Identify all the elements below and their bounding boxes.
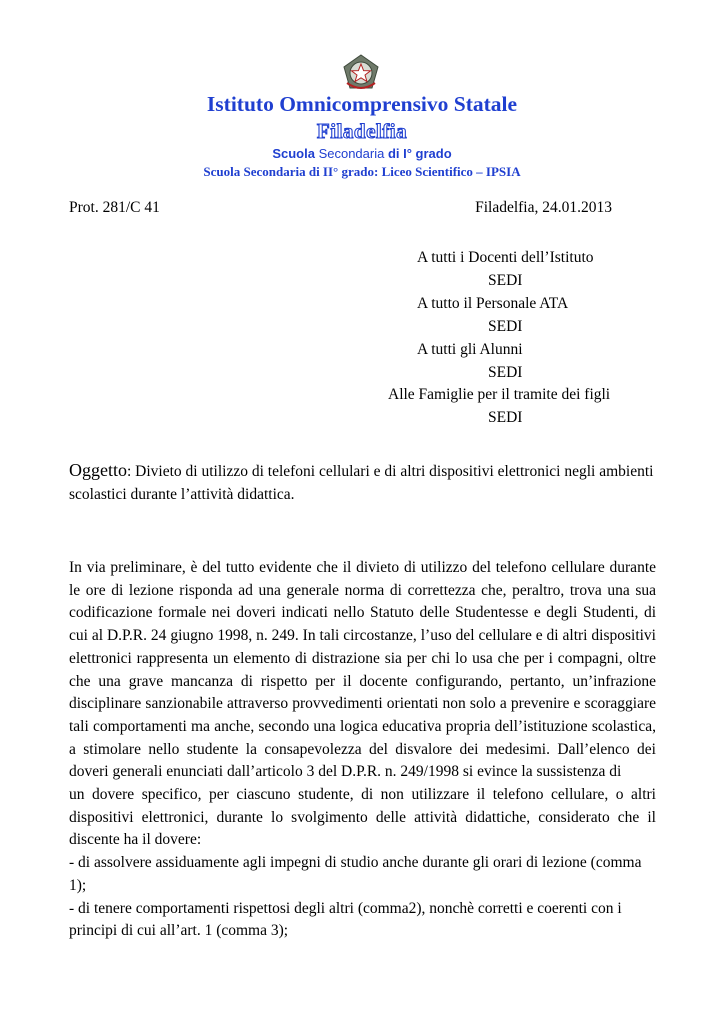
protocol-number: Prot. 281/C 41: [69, 199, 160, 216]
school-line-1-a: Scuola: [272, 146, 315, 161]
recipient-line: SEDI: [488, 272, 523, 289]
recipient-line: Alle Famiglie per il tramite dei figli: [388, 386, 611, 403]
subject-label: Oggetto: [69, 460, 127, 480]
italian-republic-emblem-icon: [341, 53, 381, 93]
institute-title: Istituto Omnicomprensivo Statale: [206, 92, 518, 116]
body-bullet: - di assolvere assiduamente agli impegni di studio anche durante gli orari di lezione (comma 1);: [69, 854, 642, 894]
school-line-1: [0, 146, 724, 161]
school-line-1-c: di I° grado: [387, 146, 452, 161]
institute-name: Filadelfia: [316, 119, 408, 143]
recipient-line: A tutto il Personale ATA: [417, 295, 569, 312]
letter-body: [69, 557, 656, 943]
body-paragraph-2: un dovere specifico, per ciascuno studente, di non utilizzare il telefono cellulare, o altri dispositivi elettronici, durante lo svolgimento delle attività didattiche, considerato che il discente ha il dovere:: [69, 786, 656, 849]
recipient-line: SEDI: [488, 318, 523, 335]
recipient-line: SEDI: [488, 409, 523, 426]
recipient-line: A tutti i Docenti dell’Istituto: [417, 249, 594, 266]
school-line-2: Scuola Secondaria di II° grado: Liceo Scientifico – IPSIA: [203, 164, 521, 179]
subject-block: [69, 459, 659, 506]
subject-text: : Divieto di utilizzo di telefoni cellulari e di altri dispositivi elettronici negli ambienti scolastici durante l’attività didattica.: [69, 463, 654, 503]
school-line-1-b: Secondaria: [318, 146, 385, 161]
body-paragraph: In via preliminare, è del tutto evidente che il divieto di utilizzo del telefono cellulare durante le ore di lezione risponda ad una generale norma di correttezza che, peraltro, trova una sua codificazione formale nei doveri indicati nello Statuto delle Studentesse e degli Studenti, di cui al D.P.R. 24 giugno 1998, n. 249. In tali circostanze, l’uso del cellulare e di altri dispositivi elettronici rappresenta un elemento di distrazione sia per chi lo usa che per i compagni, oltre che una grave mancanza di rispetto per il docente configurando, pertanto, un’infrazione disciplinare sanzionabile attraverso provvedimenti orientati non solo a prevenire e scoraggiare tali comportamenti ma anche, secondo una logica educativa propria dell’istituzione scolastica, a stimolare nello studente la consapevolezza del disvalore dei medesimi. Dall’elenco dei doveri generali enunciati dall’articolo 3 del D.P.R. n. 249/1998 si evince la sussistenza di: [69, 559, 656, 781]
recipient-line: A tutti gli Alunni: [417, 341, 523, 358]
body-bullet: - di tenere comportamenti rispettosi degli altri (comma2), nonchè corretti e coerenti con i principi di cui all’art. 1 (comma 3);: [69, 899, 622, 940]
place-date: Filadelfia, 24.01.2013: [475, 199, 612, 216]
recipient-line: SEDI: [488, 364, 523, 381]
